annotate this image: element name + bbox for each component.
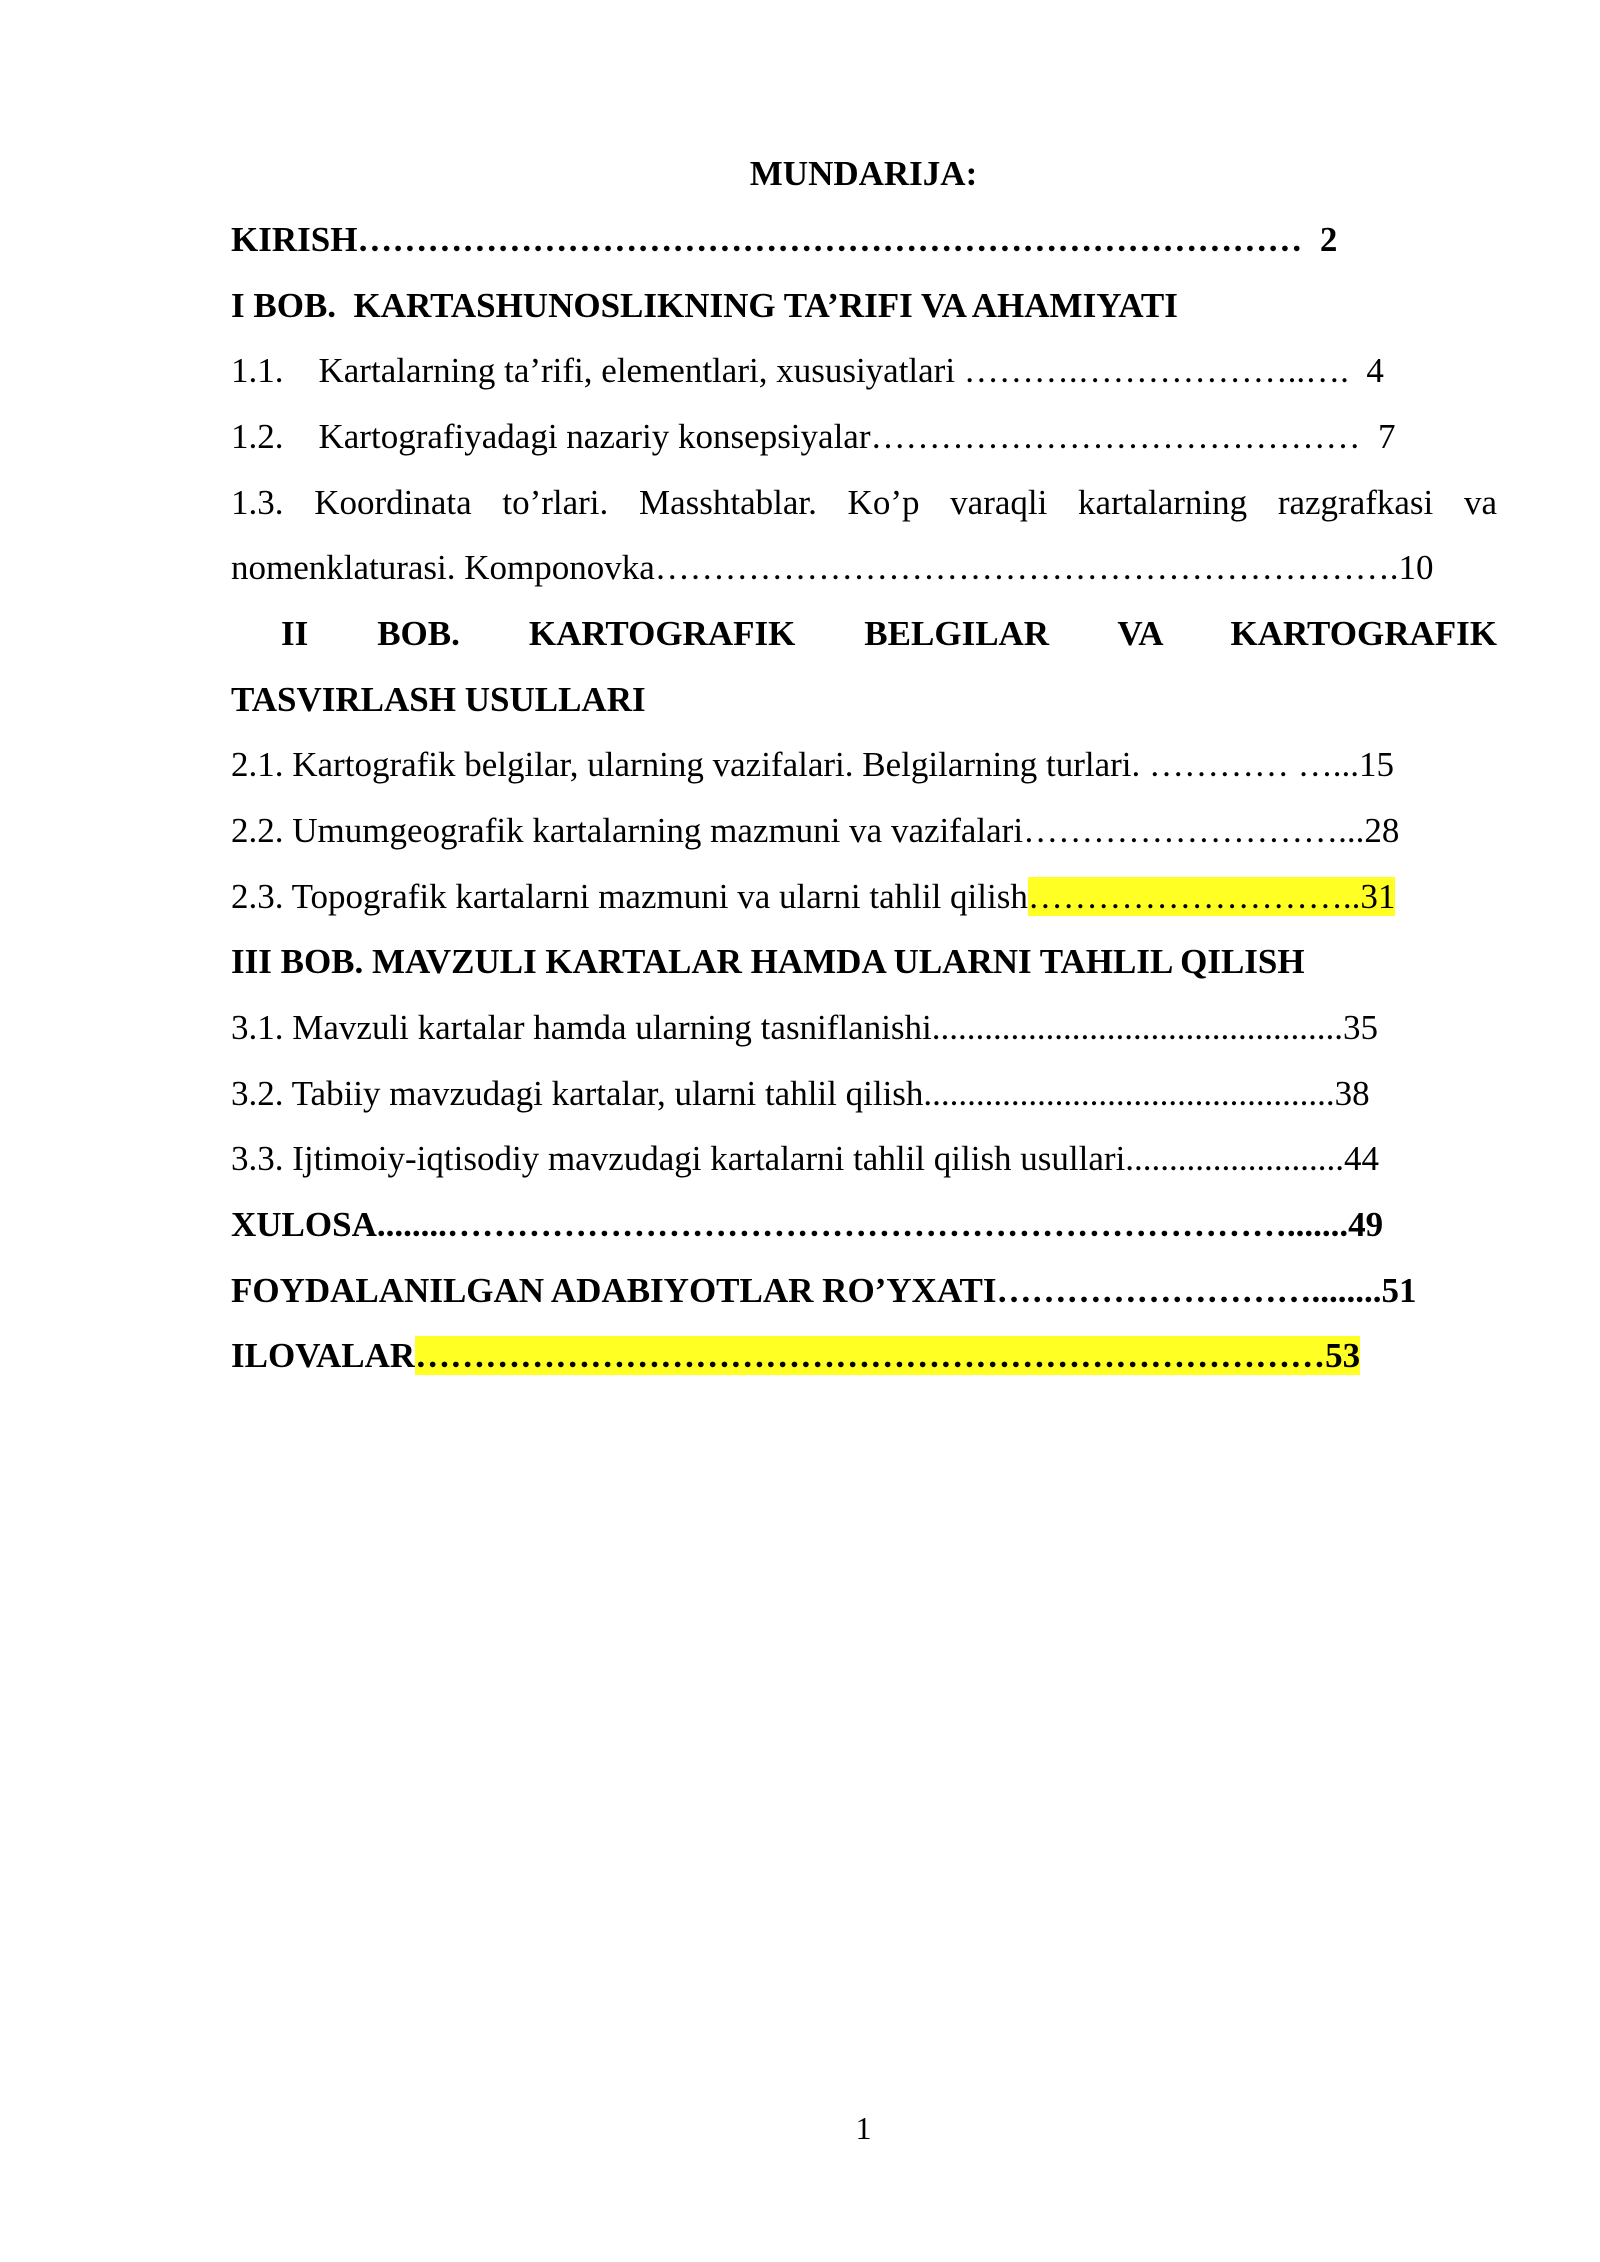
- toc-entry-xulosa: XULOSA........……………………………………………………………….......49: [231, 1205, 1384, 1244]
- toc-entry-3-2: 3.2. Tabiiy mavzudagi kartalar, ularni tahlil qilish...............................................38: [231, 1074, 1370, 1113]
- toc-entry-1-2: 1.2. Kartografiyadagi nazariy konsepsiyalar…………………………………… 7: [231, 417, 1396, 456]
- toc-entry-ilovalar-title: ILOVALAR: [231, 1336, 416, 1375]
- toc-entry-2-1: 2.1. Kartografik belgilar, ularning vazifalari. Belgilarning turlari. ………… …...15: [231, 745, 1394, 784]
- toc-chapter-2-line2: TASVIRLASH USULLARI: [231, 680, 646, 719]
- highlighted-leader: ………………………..31: [1027, 877, 1396, 916]
- toc-entry-adabiyotlar: FOYDALANILGAN ADABIYOTLAR RO’YXATI………………………........51: [231, 1271, 1417, 1310]
- page-number: 1: [855, 2110, 872, 2146]
- toc-chapter-1: I BOB. KARTASHUNOSLIKNING TA’RIFI VA AHAMIYATI: [231, 286, 1178, 325]
- highlighted-leader: ……………………………………………………………………53: [415, 1336, 1361, 1375]
- toc-entry-kirish: KIRISH……………………………………………………………………… 2: [231, 220, 1338, 259]
- toc-entry-1-1: 1.1. Kartalarning ta’rifi, elementlari, xususiyatlari ……….………………..…. 4: [231, 351, 1384, 390]
- toc-heading: MUNDARIJA:: [749, 154, 978, 193]
- toc-chapter-3: III BOB. MAVZULI KARTALAR HAMDA ULARNI TAHLIL QILISH: [231, 942, 1305, 981]
- toc-entry-2-3: [231, 875, 1497, 919]
- toc-entry-3-3: 3.3. Ijtimoiy-iqtisodiy mavzudagi kartalarni tahlil qilish usullari.........................44: [231, 1139, 1380, 1178]
- toc-entry-ilovalar: [231, 1334, 1497, 1378]
- toc-chapter-2-line1: II BOB. KARTOGRAFIK BELGILAR VA KARTOGRAFIK: [281, 614, 1497, 653]
- toc-entry-2-2: 2.2. Umumgeografik kartalarning mazmuni va vazifalari………………………...28: [231, 811, 1400, 850]
- toc-entry-3-1: 3.1. Mavzuli kartalar hamda ularning tasniflanishi...............................................35: [231, 1008, 1379, 1047]
- toc-entry-2-3-title: 2.3. Topografik kartalarni mazmuni va ularni tahlil qilish: [231, 877, 1028, 916]
- toc-entry-1-3-line1: 1.3. Koordinata to’rlari. Masshtablar. Ko’p varaqli kartalarning razgrafkasi va: [231, 483, 1497, 522]
- toc-entry-1-3-line2: nomenklaturasi. Komponovka……………………………………………………….10: [231, 548, 1434, 587]
